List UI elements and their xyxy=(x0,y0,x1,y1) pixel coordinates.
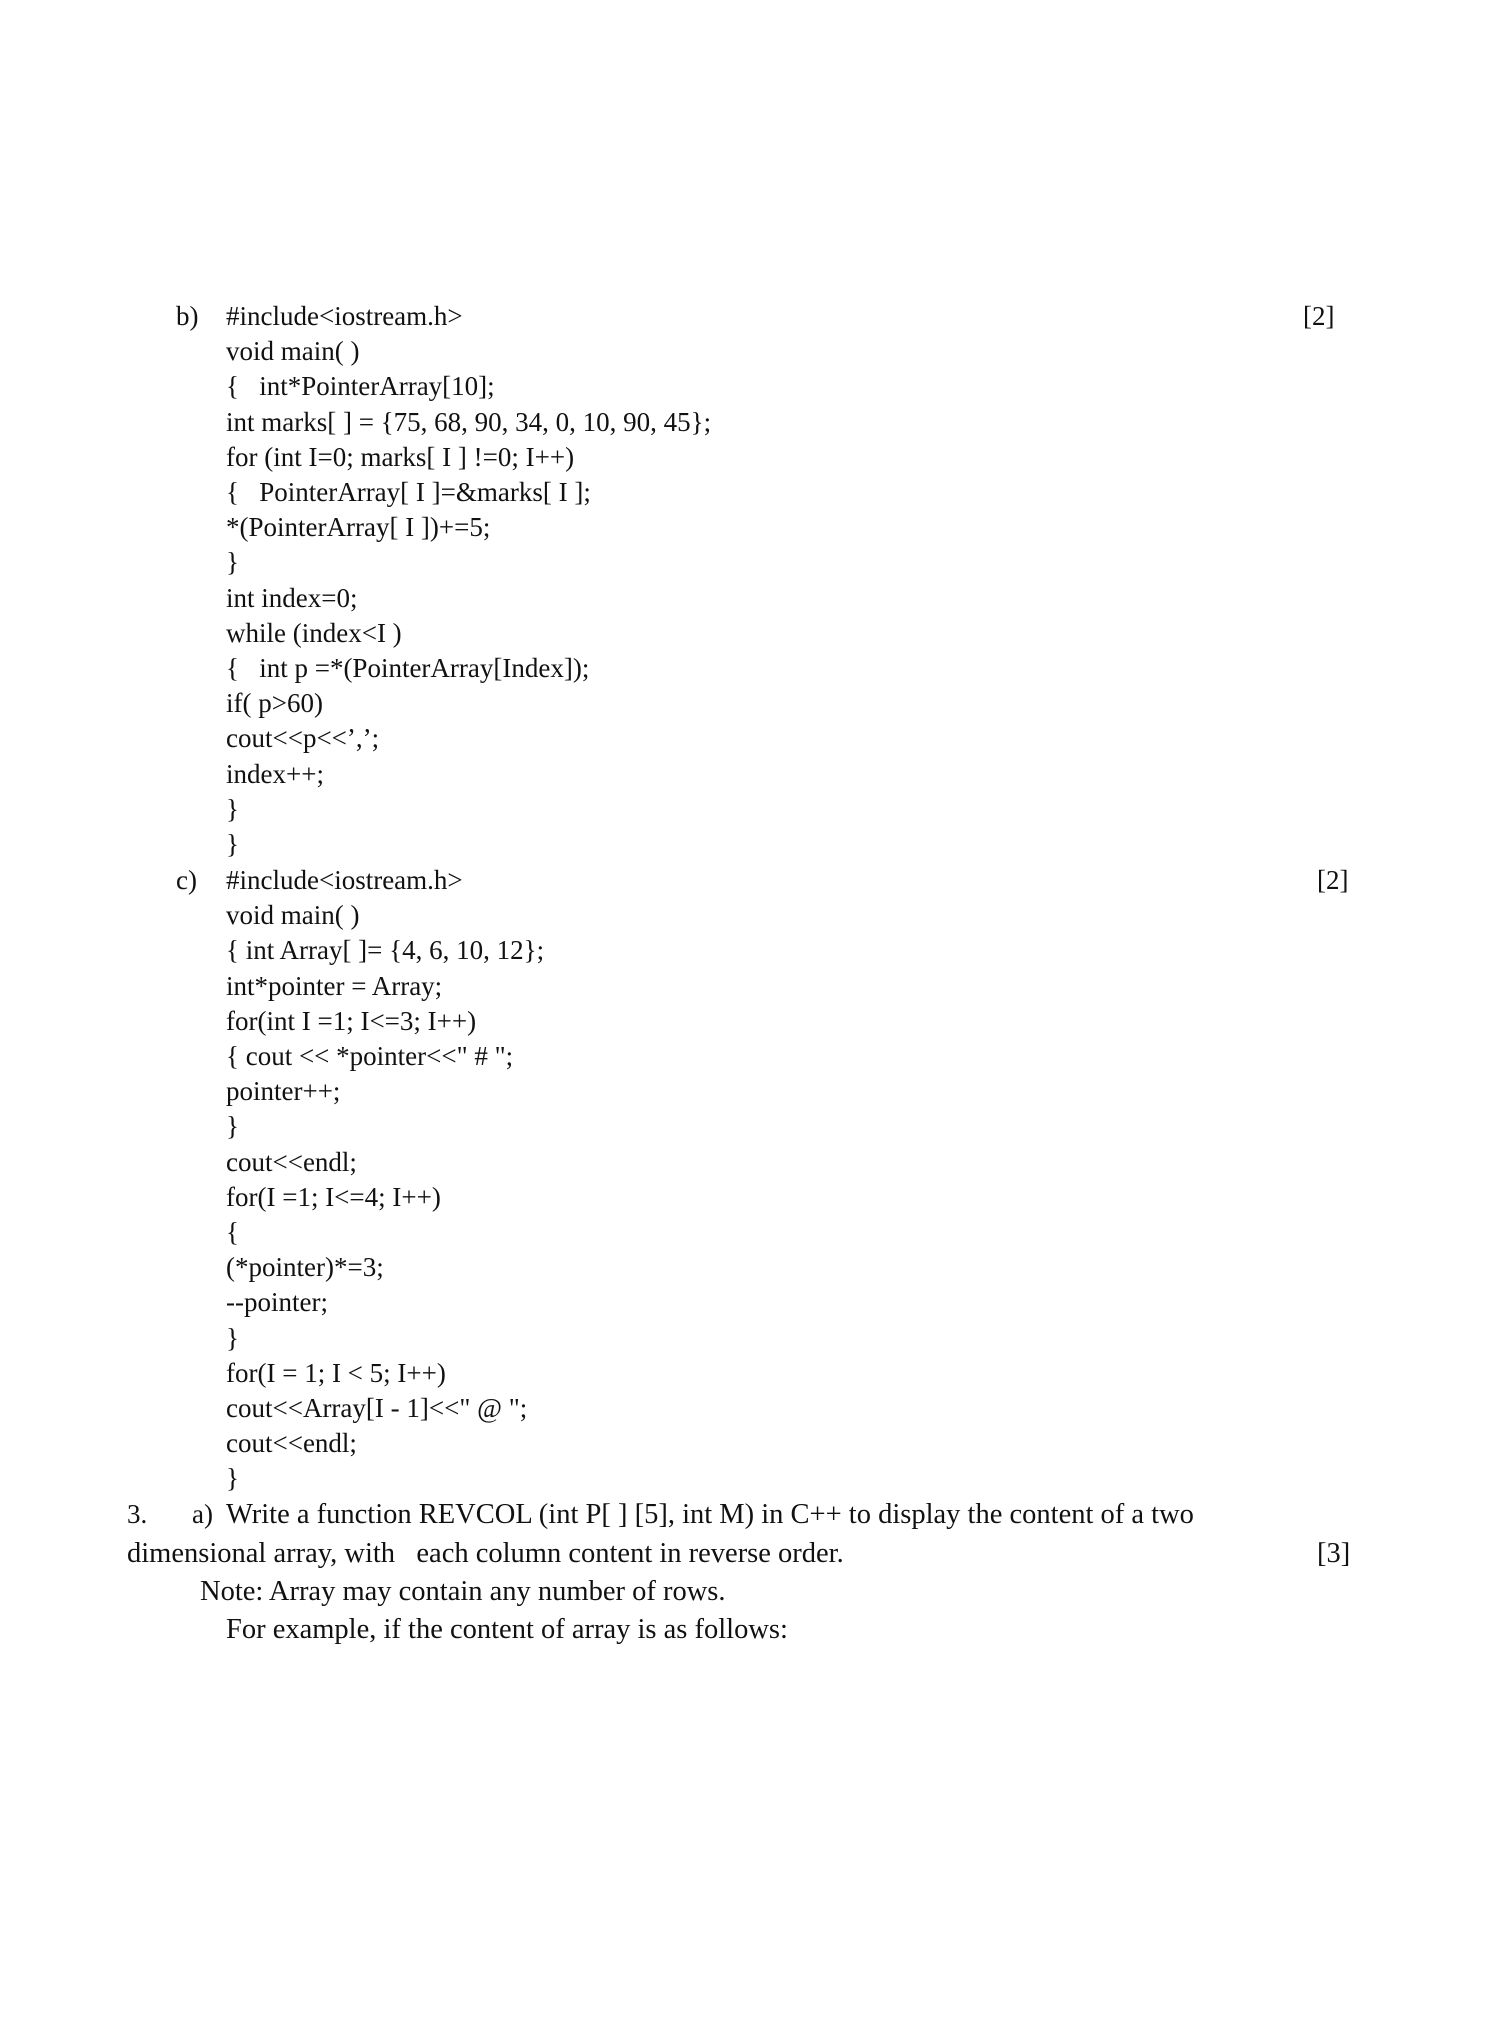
code-line: int index=0; xyxy=(226,582,358,613)
code-line: *(PointerArray[ I ])+=5; xyxy=(226,512,491,543)
question-3-example: For example, if the content of array is as follows: xyxy=(226,1614,788,1645)
question-3-text-line2: dimensional array, with each column content in reverse order. xyxy=(127,1538,844,1569)
code-line: #include<iostream.h> xyxy=(226,865,463,895)
code-line: cout<<endl; xyxy=(226,1428,357,1459)
code-line: { cout << *pointer<<" # "; xyxy=(226,1041,514,1071)
code-line: for(int I =1; I<=3; I++) xyxy=(226,1005,477,1036)
code-line: void main( ) xyxy=(226,336,360,367)
code-line: { int p =*(PointerArray[Index]); xyxy=(226,653,590,683)
code-line: int marks[ ] = {75, 68, 90, 34, 0, 10, 90, 45}; xyxy=(226,406,712,437)
question-3-marks: [3] xyxy=(1317,1538,1351,1569)
code-line: index++; xyxy=(226,758,324,789)
code-line: { int Array[ ]= {4, 6, 10, 12}; xyxy=(226,935,545,966)
code-line: --pointer; xyxy=(226,1287,328,1318)
code-line: } xyxy=(226,1463,239,1494)
code-line: } xyxy=(226,829,239,859)
code-line: } xyxy=(226,1322,239,1353)
code-line: for(I =1; I<=4; I++) xyxy=(226,1181,441,1212)
code-line: { PointerArray[ I ]=&marks[ I ]; xyxy=(226,477,591,507)
code-line: while (index<I ) xyxy=(226,617,402,648)
code-line: pointer++; xyxy=(226,1076,341,1107)
code-line: if( p>60) xyxy=(226,688,323,719)
question-3-note: Note: Array may contain any number of rows. xyxy=(200,1576,726,1607)
code-line: cout<<p<<’,’; xyxy=(226,723,380,754)
code-line: for(I = 1; I < 5; I++) xyxy=(226,1357,446,1388)
code-line: } xyxy=(226,793,239,824)
code-line: void main( ) xyxy=(226,900,360,931)
code-line: } xyxy=(226,547,239,578)
code-line: cout<<endl; xyxy=(226,1146,357,1177)
question-3-text-line1: Write a function REVCOL (int P[ ] [5], int M) in C++ to display the content of a two xyxy=(226,1499,1194,1530)
code-line: for (int I=0; marks[ I ] !=0; I++) xyxy=(226,441,575,472)
question-3-part-label: a) xyxy=(192,1499,213,1529)
code-line: { int*PointerArray[10]; xyxy=(226,371,495,402)
code-line: int*pointer = Array; xyxy=(226,970,443,1001)
question-b-label: b) xyxy=(176,301,199,331)
code-line: (*pointer)*=3; xyxy=(226,1252,384,1283)
code-line: cout<<Array[I - 1]<<" @ "; xyxy=(226,1393,528,1423)
question-c-marks: [2] xyxy=(1317,865,1349,895)
question-3-number: 3. xyxy=(127,1499,148,1529)
question-c-label: c) xyxy=(176,865,197,895)
code-line: } xyxy=(226,1111,239,1142)
code-line: #include<iostream.h> xyxy=(226,301,463,331)
question-b-marks: [2] xyxy=(1303,301,1335,331)
code-line: { xyxy=(226,1217,239,1247)
